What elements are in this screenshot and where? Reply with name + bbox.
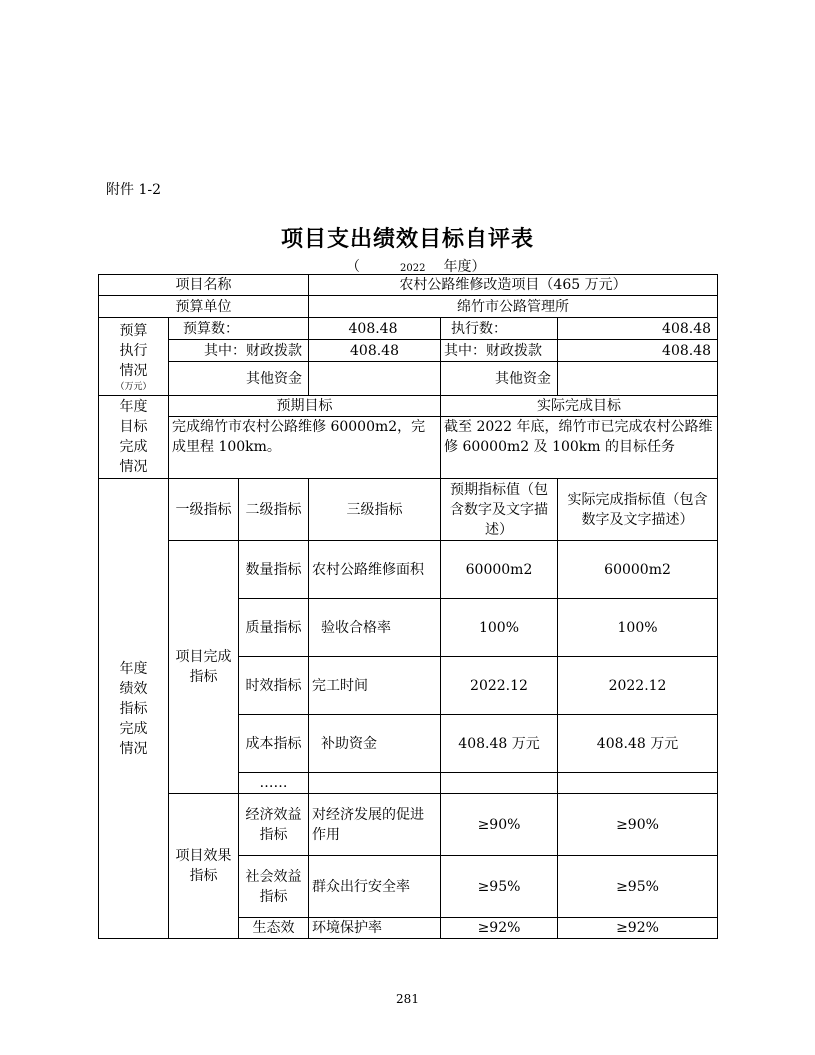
goals-content-row	[99, 417, 718, 479]
budget-total-row	[99, 318, 718, 340]
page-title: 项目支出绩效目标自评表	[280, 226, 534, 252]
expected-value: 2022.12	[441, 657, 558, 715]
level2-indicator-ellipsis: ……	[239, 773, 309, 794]
performance-evaluation-table	[98, 274, 718, 939]
goals-header-row	[99, 396, 718, 417]
expected-goal-header: 预期目标	[169, 396, 441, 417]
level1-indicator-header: 一级指标	[169, 479, 239, 541]
expected-value-header: 预期指标值（包含数字及文字描述）	[441, 479, 558, 541]
budget-section-label-line3: 情况	[119, 362, 148, 379]
indicators-section-label-line3: 指标	[119, 700, 148, 717]
goals-section-label-line2: 目标	[119, 419, 148, 435]
level3-indicator-header: 三级指标	[309, 479, 441, 541]
other-funds-exec-value	[558, 362, 718, 396]
indicators-section-label-line2: 绩效	[119, 680, 148, 697]
level2-indicator: 质量指标	[239, 599, 309, 657]
project-name-row	[99, 275, 718, 296]
fiscal-execution-label: 其中：财政拨款	[441, 340, 558, 362]
level2-indicator: 时效指标	[239, 657, 309, 715]
budget-unit-row	[99, 296, 718, 318]
level2-indicator: 数量指标	[239, 541, 309, 599]
level3-indicator: 补助资金	[309, 715, 441, 773]
actual-goal-text: 截至 2022 年底，绵竹市已完成农村公路维修 60000m2 及 100km 的目标任务	[441, 417, 718, 479]
goals-section-label-line1: 年度	[119, 399, 148, 415]
budget-other-row	[99, 362, 718, 396]
budget-section-unit: （万元）	[115, 381, 152, 392]
indicator-row	[99, 541, 718, 599]
other-funds-label: 其他资金	[169, 362, 309, 396]
level2-indicator: 社会效益指标	[239, 856, 309, 918]
indicators-section-label-line4: 完成	[119, 720, 148, 737]
level3-indicator	[309, 773, 441, 794]
level3-indicator: 群众出行安全率	[309, 856, 441, 918]
actual-value: 60000m2	[558, 541, 718, 599]
execution-amount-label: 执行数：	[441, 318, 558, 340]
budget-section-label-line2: 执行	[119, 342, 148, 359]
budget-unit-label: 预算单位	[99, 296, 309, 318]
actual-value: ≥90%	[558, 794, 718, 856]
year-line	[346, 256, 485, 276]
fiscal-allocation-value: 408.48	[309, 340, 441, 362]
goals-section-label-line4: 情况	[119, 459, 148, 475]
level2-indicator-header: 二级指标	[239, 479, 309, 541]
year-value: 2022	[400, 263, 426, 274]
budget-section-label-line1: 预算	[119, 322, 148, 339]
actual-value	[558, 773, 718, 794]
actual-value: 2022.12	[558, 657, 718, 715]
expected-value: 60000m2	[441, 541, 558, 599]
goals-section-label-line3: 完成	[119, 439, 148, 455]
indicators-section-label-line5: 情况	[119, 740, 148, 757]
indicators-section-label	[99, 479, 169, 939]
fiscal-allocation-label: 其中：财政拨款	[169, 340, 309, 362]
level2-indicator: 成本指标	[239, 715, 309, 773]
level3-indicator: 验收合格率	[309, 599, 441, 657]
actual-value-header: 实际完成指标值（包含数字及文字描述）	[558, 479, 718, 541]
actual-goal-header: 实际完成目标	[441, 396, 718, 417]
level2-indicator: 经济效益指标	[239, 794, 309, 856]
indicator-header-row	[99, 479, 718, 541]
actual-value: ≥95%	[558, 856, 718, 918]
level3-indicator: 环境保护率	[309, 918, 441, 939]
expected-value: ≥95%	[441, 856, 558, 918]
page-number: 281	[396, 992, 419, 1006]
expected-value: ≥92%	[441, 918, 558, 939]
budget-amount-label: 预算数：	[169, 318, 309, 340]
indicators-section-label-line1: 年度	[119, 660, 148, 677]
other-funds-value	[309, 362, 441, 396]
level3-indicator: 完工时间	[309, 657, 441, 715]
budget-section-label	[99, 318, 169, 396]
level3-indicator: 对经济发展的促进作用	[309, 794, 441, 856]
attachment-label: 附件 1-2	[106, 182, 161, 198]
expected-value	[441, 773, 558, 794]
budget-unit-value: 绵竹市公路管理所	[309, 296, 718, 318]
expected-value: 408.48 万元	[441, 715, 558, 773]
indicator-row	[99, 794, 718, 856]
project-name-label: 项目名称	[99, 275, 309, 296]
level3-indicator: 农村公路维修面积	[309, 541, 441, 599]
actual-value: 100%	[558, 599, 718, 657]
year-open-paren: （	[346, 259, 360, 275]
other-funds-exec-label: 其他资金	[441, 362, 558, 396]
group-effect-label: 项目效果指标	[169, 794, 239, 939]
level2-indicator: 生态效	[239, 918, 309, 939]
expected-goal-text: 完成绵竹市农村公路维修 60000m2，完成里程 100km。	[169, 417, 441, 479]
budget-fiscal-row	[99, 340, 718, 362]
year-suffix: 年度）	[443, 259, 486, 275]
actual-value: ≥92%	[558, 918, 718, 939]
expected-value: ≥90%	[441, 794, 558, 856]
fiscal-execution-value: 408.48	[558, 340, 718, 362]
project-name-value: 农村公路维修改造项目（465 万元）	[309, 275, 718, 296]
goals-section-label	[99, 396, 169, 479]
budget-amount-value: 408.48	[309, 318, 441, 340]
actual-value: 408.48 万元	[558, 715, 718, 773]
execution-amount-value: 408.48	[558, 318, 718, 340]
group-completion-label: 项目完成指标	[169, 541, 239, 794]
expected-value: 100%	[441, 599, 558, 657]
